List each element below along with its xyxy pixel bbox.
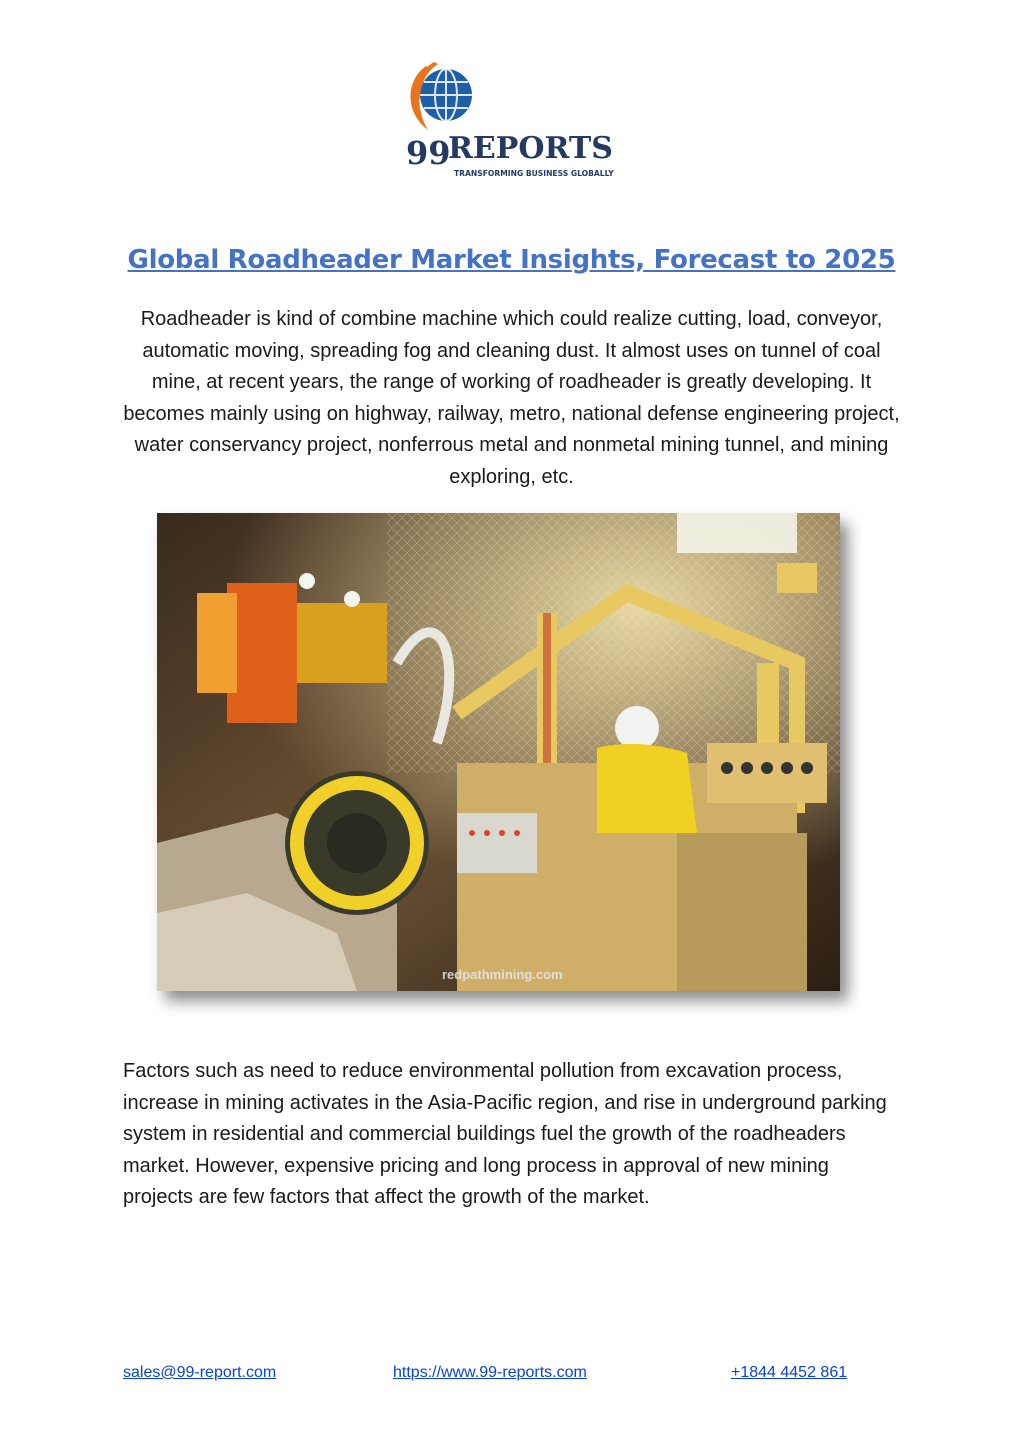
roadheader-photo — [157, 513, 840, 991]
intro-paragraph: Roadheader is kind of combine machine which could realize cutting, load, conveyor, automatic moving, spreading fog and cleaning dust. It almost uses on tunnel of coal mine, at recent years, the range of working of roadheader is greatly developing. It becomes mainly using on highway, railway, metro, national defense engineering project, water conservancy project, nonferrous metal and nonmetal mining tunnel, and mining exploring, etc. — [123, 308, 900, 488]
email-link[interactable]: sales@99-report.com — [123, 1364, 277, 1381]
logo-brand-prefix: 99 — [406, 134, 451, 172]
phone-link[interactable]: +1844 4452 861 — [731, 1364, 848, 1381]
website-link[interactable]: https://www.99-reports.com — [393, 1364, 587, 1381]
logo-brand-name: REPORTS — [448, 131, 613, 166]
page-title: Global Roadheader Market Insights, Forecast to 2025 — [127, 245, 896, 275]
company-logo — [404, 60, 624, 185]
photo-watermark: redpathmining.com — [442, 967, 563, 982]
footer — [0, 1364, 1023, 1388]
factors-paragraph: Factors such as need to reduce environmental pollution from excavation process, increase in mining activates in the Asia-Pacific region, and rise in underground parking system in residential and commercial buildings fuel the growth of the roadheaders market. However, expensive pricing and long process in approval of new mining projects are few factors that affect the growth of the market. — [123, 1060, 887, 1209]
logo-tagline: TRANSFORMING BUSINESS GLOBALLY — [454, 169, 614, 178]
